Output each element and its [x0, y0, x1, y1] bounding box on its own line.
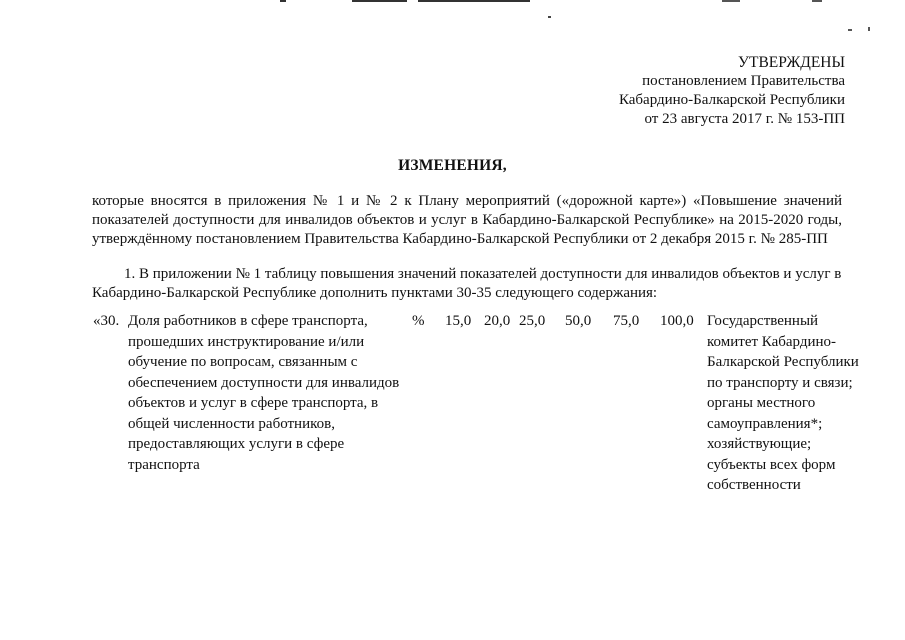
indicator-line: предоставляющих услуги в сфере: [128, 436, 345, 452]
approval-line-2: Кабардино-Балкарской Республики: [618, 92, 845, 108]
responsible-line: по транспорту и связи;: [707, 374, 853, 391]
unit-cell: %: [412, 313, 425, 329]
document-title: ИЗМЕНЕНИЯ,: [398, 157, 507, 174]
value-2017: 25,0: [519, 313, 546, 329]
responsible-line: хозяйствующие;: [707, 436, 812, 452]
responsible-line: субъекты всех форм: [707, 456, 836, 473]
scan-mark: [352, 0, 407, 2]
scan-mark: [848, 29, 852, 31]
value-2020: 100,0: [660, 313, 694, 329]
scan-mark: [280, 0, 286, 2]
indicator-line: объектов и услуг в сфере транспорта, в: [128, 395, 379, 411]
indicator-line: общей численности работников,: [128, 415, 335, 432]
approved-heading: УТВЕРЖДЕНЫ: [738, 54, 845, 71]
value-2019: 75,0: [613, 313, 640, 329]
row-number: «30.: [93, 313, 120, 329]
responsible-line: Государственный: [707, 313, 819, 329]
document-subtitle: которые вносятся в приложения № 1 и № 2 к Плану мероприятий («дорожной карте») «Повышение значений показателей доступности для инвалидов объектов и услуг в Кабардино-Балкарской Республике» на 2015-2020 годы, утверждённому постановлением Правительства Кабардино-Балкарской Республики от 2 декабря 2015 г. № 285-ПП: [92, 193, 842, 247]
scan-mark: [548, 16, 551, 18]
indicator-line: обеспечением доступности для инвалидов: [128, 374, 400, 391]
responsible-line: органы местного: [707, 395, 816, 411]
scan-mark: [868, 27, 870, 31]
responsible-text: [707, 311, 887, 496]
approval-block: [525, 53, 845, 129]
indicator-line: Доля работников в сфере транспорта,: [128, 313, 368, 329]
value-2018: 50,0: [565, 313, 592, 329]
indicator-line: прошедших инструктирование и/или: [128, 333, 365, 350]
indicator-text: [128, 311, 418, 475]
approval-line-1: постановлением Правительства: [642, 73, 845, 89]
scan-mark: [418, 0, 530, 2]
scan-mark: [812, 0, 822, 2]
responsible-line: комитет Кабардино-: [707, 333, 837, 350]
approval-line-3: от 23 августа 2017 г. № 153-ПП: [644, 111, 845, 127]
value-2015: 15,0: [445, 313, 472, 329]
responsible-line: самоуправления*;: [707, 415, 823, 432]
indicator-line: транспорта: [128, 456, 200, 473]
responsible-line: Балкарской Республики: [707, 354, 859, 370]
amendment-paragraph: 1. В приложении № 1 таблицу повышения значений показателей доступности для инвалидов объектов и услуг в Кабардино-Балкарской Республике дополнить пунктами 30-35 следующего содержания:: [92, 266, 842, 301]
scan-mark: [722, 0, 740, 2]
scan-artifacts: [0, 0, 905, 40]
responsible-line: собственности: [707, 477, 801, 493]
value-2016: 20,0: [484, 313, 511, 329]
indicator-line: обучение по вопросам, связанным с: [128, 354, 358, 370]
